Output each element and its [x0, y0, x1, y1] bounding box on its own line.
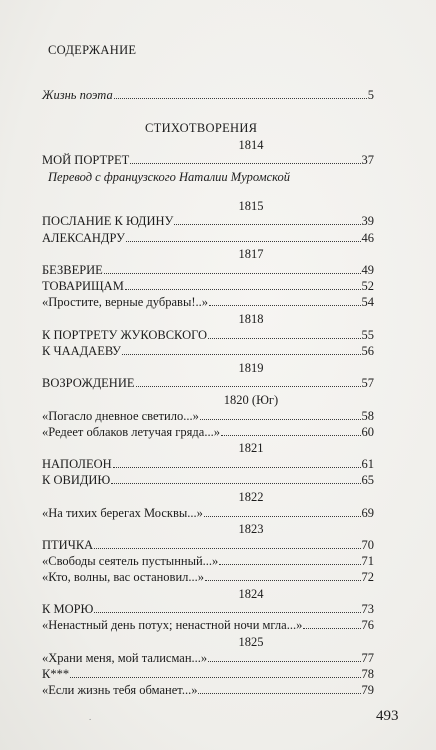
entry-title: ВОЗРОЖДЕНИЕ: [42, 376, 135, 390]
entry-title: «Простите, верные дубравы!..»: [42, 295, 209, 309]
entry-title: «Ненастный день потух; ненастной ночи мгла...»: [42, 618, 303, 632]
page-number: 493: [376, 708, 399, 724]
entry-page: 77: [361, 651, 374, 665]
entry-title: ТОВАРИЩАМ: [42, 279, 124, 293]
entry-title: «На тихих берегах Москвы...»: [42, 506, 203, 520]
entry-page: 52: [361, 279, 374, 293]
dot-leader: [200, 409, 361, 420]
dot-leader: [219, 554, 360, 565]
toc-entry: [42, 554, 374, 570]
toc-entry: [42, 618, 374, 634]
entry-title: АЛЕКСАНДРУ: [42, 231, 125, 245]
dot-leader: [114, 88, 367, 99]
dot-leader: [94, 538, 360, 549]
year-heading: 1818: [238, 312, 264, 326]
dot-leader: [208, 651, 360, 662]
toc-entry: [42, 506, 374, 522]
toc-entry: [42, 328, 374, 344]
entry-title: БЕЗВЕРИЕ: [42, 263, 103, 277]
toc-entry-life: [42, 88, 374, 104]
toc-entry: [42, 231, 374, 247]
entry-title: К ОВИДИЮ: [42, 473, 111, 487]
toc-entry: [42, 667, 374, 683]
toc-entry: [42, 409, 374, 425]
dot-leader: [70, 667, 360, 678]
entry-title: «Храни меня, мой талисман...»: [42, 651, 208, 665]
dot-leader: [122, 344, 360, 355]
entry-page: 61: [361, 457, 374, 471]
entry-page: 54: [361, 295, 374, 309]
dot-leader: [104, 263, 361, 274]
dot-leader: [174, 214, 360, 225]
toc-entry: [42, 295, 374, 311]
entry-page: 58: [361, 409, 374, 423]
entry-page: 57: [361, 376, 374, 390]
dot-leader: [136, 376, 361, 387]
dot-leader: [130, 153, 360, 164]
toc-entry: [42, 570, 374, 586]
dot-leader: [303, 618, 360, 629]
entry-page: 78: [361, 667, 374, 681]
entry-page: 55: [361, 328, 374, 342]
entry-title: «Свободы сеятель пустынный...»: [42, 554, 219, 568]
entry-title: К МОРЮ: [42, 602, 94, 616]
toc-entry: [42, 344, 374, 360]
entry-page: 65: [361, 473, 374, 487]
entry-page: 60: [361, 425, 374, 439]
entry-title: «Кто, волны, вас остановил...»: [42, 570, 205, 584]
year-heading: 1819: [238, 361, 264, 375]
entry-title: ПТИЧКА: [42, 538, 94, 552]
entry-page: 49: [361, 263, 374, 277]
dot-leader: [111, 473, 360, 484]
entry-title: МОЙ ПОРТРЕТ: [42, 153, 130, 167]
entry-page: 37: [361, 153, 374, 167]
entry-title: «Если жизнь тебя обманет...»: [42, 683, 198, 697]
dot-leader: [221, 425, 361, 436]
entry-title: Жизнь поэта: [42, 88, 113, 102]
dot-leader: [198, 683, 360, 694]
entry-page: 70: [361, 538, 374, 552]
year-heading: 1823: [238, 522, 264, 536]
entry-page: 69: [361, 506, 374, 520]
toc-entry: [42, 651, 374, 667]
dot-leader: [125, 279, 361, 290]
year-heading: 1824: [238, 587, 264, 601]
year-heading: 1825: [238, 635, 264, 649]
toc-entry: [42, 214, 374, 230]
dot-leader: [126, 231, 361, 242]
entry-page: 5: [367, 88, 374, 102]
dot-leader: [94, 602, 360, 613]
toc-entry: [42, 279, 374, 295]
entry-title: К***: [42, 667, 70, 681]
year-heading: 1822: [238, 490, 264, 504]
entry-title: К ЧААДАЕВУ: [42, 344, 122, 358]
dot-leader: [208, 328, 360, 339]
year-heading: 1820 (Юг): [223, 393, 279, 407]
toc-entry: [42, 425, 374, 441]
entry-page: 79: [361, 683, 374, 697]
toc-entry: [42, 473, 374, 489]
entry-title: К ПОРТРЕТУ ЖУКОВСКОГО: [42, 328, 208, 342]
toc-entry: [42, 263, 374, 279]
toc-entry: [42, 376, 374, 392]
entry-title: ПОСЛАНИЕ К ЮДИНУ: [42, 214, 174, 228]
dot-leader: [209, 295, 360, 306]
entry-page: 46: [361, 231, 374, 245]
year-heading: 1815: [238, 199, 264, 213]
year-heading: 1814: [238, 138, 264, 152]
toc-entry: [42, 538, 374, 554]
entry-page: 39: [361, 214, 374, 228]
entry-title: НАПОЛЕОН: [42, 457, 112, 471]
print-mark: .: [89, 712, 92, 722]
entry-page: 56: [361, 344, 374, 358]
entry-title: «Погасло дневное светило...»: [42, 409, 199, 423]
poems-heading: СТИХОТВОРЕНИЯ: [145, 121, 258, 135]
entry-title: «Редеет облаков летучая гряда...»: [42, 425, 220, 439]
toc-entry: [42, 602, 374, 618]
entry-page: 73: [361, 602, 374, 616]
dot-leader: [204, 506, 361, 517]
dot-leader: [205, 570, 360, 581]
toc-entry: [42, 153, 374, 169]
year-heading: 1821: [238, 441, 264, 455]
contents-heading: СОДЕРЖАНИЕ: [48, 43, 137, 57]
dot-leader: [113, 457, 361, 468]
toc-entry: [42, 683, 374, 699]
entry-page: 71: [361, 554, 374, 568]
entry-page: 76: [361, 618, 374, 632]
toc-entry: [42, 457, 374, 473]
entry-page: 72: [361, 570, 374, 584]
translation-note: Перевод с французского Наталии Муромской: [48, 170, 291, 184]
year-heading: 1817: [238, 247, 264, 261]
